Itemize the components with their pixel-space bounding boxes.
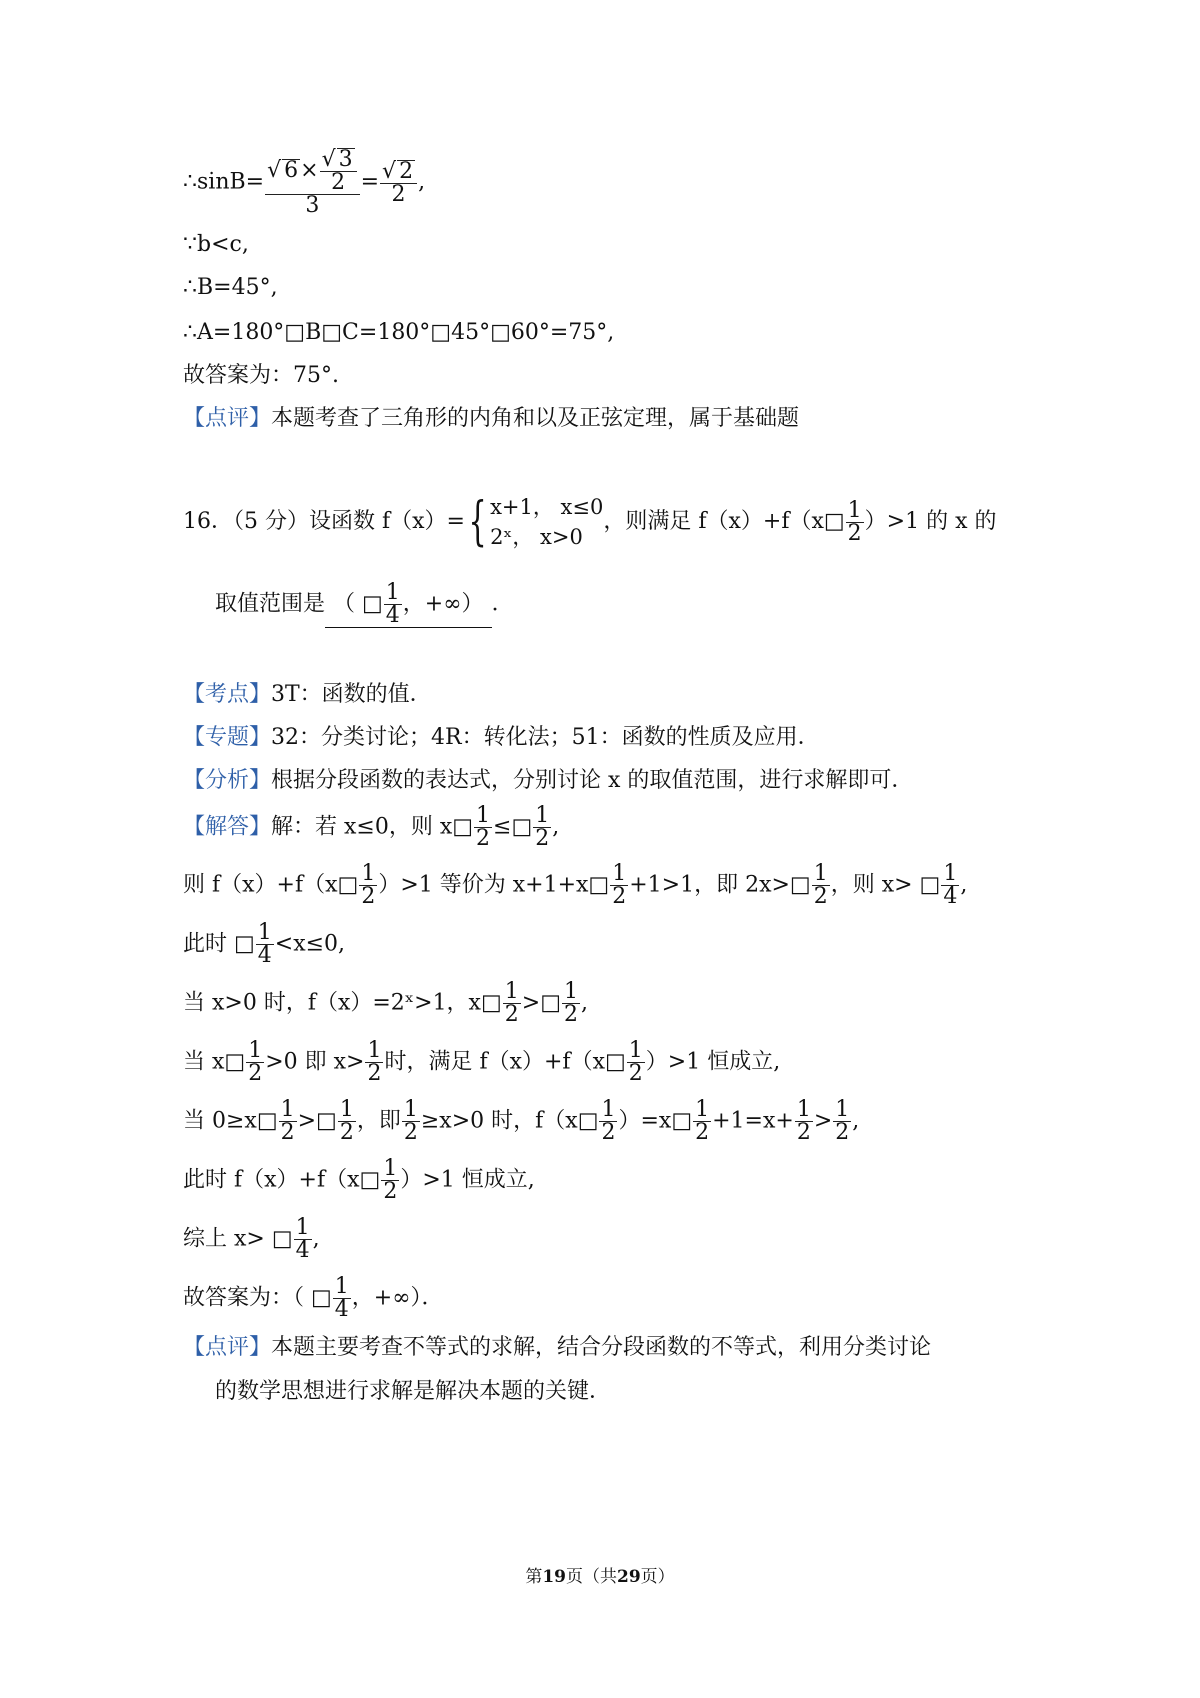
comment-tag-2: 【点评】 [183,1335,272,1360]
solution-step-2: 则 f（x）+f（x□ $\frac{1}{2}$ ）>1 等价为 x+1+x□ $\frac{1}{2}$ +1>1，即 2x>□ $\frac{1}{2}$ ，则 x> □ $\frac{1}{4}$ , [183,861,968,909]
sinb-denominator: 3 [305,193,320,218]
comment-line-1: 【点评】本题考查了三角形的内角和以及正弦定理，属于基础题 [183,406,800,431]
sinb-label: ∴sinB= [183,169,265,195]
solution-step-5: 当 x□ $\frac{1}{2}$ >0 即 x> $\frac{1}{2}$ 时，满足 f（x）+f（x□ $\frac{1}{2}$ ）>1 恒成立, [183,1038,781,1086]
kaodian-tag: 【考点】 [183,682,272,707]
b-less-c-line: ∵b<c, [183,232,249,257]
left-brace-icon: { [468,492,487,552]
answer-line: 故答案为：75°. [183,363,339,388]
piecewise-cases: x+1， x≤0 2ˣ， x>0 [490,495,604,549]
solution-step-3: 此时 □ $\frac{1}{4}$ <x≤0, [183,920,346,968]
comment-line-2b: 的数学思想进行求解是解决本题的关键． [215,1379,612,1404]
comment-line-2: 【点评】本题主要考查不等式的求解，结合分段函数的不等式，利用分类讨论 [183,1335,932,1360]
question-16-range: 取值范围是 （ □ $\frac{1}{4}$ ，+∞） ． [215,580,514,628]
solution-answer: 故答案为：（ □ $\frac{1}{4}$ ，+∞）． [183,1274,444,1322]
sqrt6: 6 [284,158,299,183]
solution-step-1: 【解答】解：若 x≤0，则 x□ $\frac{1}{2}$ ≤□ $\frac{1}{2}$ , [183,803,560,851]
page-number: 19 [542,1567,566,1587]
a-equals-line: ∴A=180°□B□C=180°□45°□60°=75°, [183,320,615,345]
solution-step-8: 综上 x> □ $\frac{1}{4}$ , [183,1215,320,1263]
sinb-fraction: √ 6× $\frac{√ 3}{2}$ 3 [265,148,360,217]
fenxi-line: 【分析】根据分段函数的表达式，分别讨论 x 的取值范围，进行求解即可． [183,768,914,793]
solution-step-6: 当 0≥x□ $\frac{1}{2}$ >□ $\frac{1}{2}$ ，即 $\frac{1}{2}$ ≥x>0 时，f（x□ $\frac{1}{2}$ ）=x□ $\frac{1}{2}$ +1=x+ $\frac{1}{2}$ > $\frac{1}{2}$ , [183,1097,860,1145]
b-equals-line: ∴B=45°, [183,275,278,300]
question-16: 16．（5 分）设函数 f（x）={ x+1， x≤0 2ˣ， x>0 ，则满足 f（x）+f（x□ $\frac{1}{2}$ ）>1 的 x 的 [183,492,997,552]
zhuanti-tag: 【专题】 [183,725,272,750]
sinb-line: ∴sinB= √ 6× $\frac{√ 3}{2}$ 3 = $\frac{√ 2}{2}$ , [183,147,426,218]
comment-tag: 【点评】 [183,406,272,431]
sqrt2-over-2: $\frac{√ 2}{2}$ [380,160,417,206]
zhuanti-line: 【专题】32：分类讨论；4R：转化法；51：函数的性质及应用． [183,725,820,750]
jieda-tag: 【解答】 [183,814,272,840]
kaodian-line: 【考点】3T：函数的值． [183,682,432,707]
page-footer: 第19页（共29页） [525,1567,675,1587]
solution-step-7: 此时 f（x）+f（x□ $\frac{1}{2}$ ）>1 恒成立, [183,1156,535,1204]
answer-blank: （ □ $\frac{1}{4}$ ，+∞） [325,582,492,628]
sqrt3-over-2: $\frac{√ 3}{2}$ [320,148,357,194]
fenxi-tag: 【分析】 [183,768,272,793]
solution-step-4: 当 x>0 时，f（x）=2ˣ>1，x□ $\frac{1}{2}$ >□ $\frac{1}{2}$ , [183,979,588,1027]
page-total: 29 [617,1567,641,1587]
